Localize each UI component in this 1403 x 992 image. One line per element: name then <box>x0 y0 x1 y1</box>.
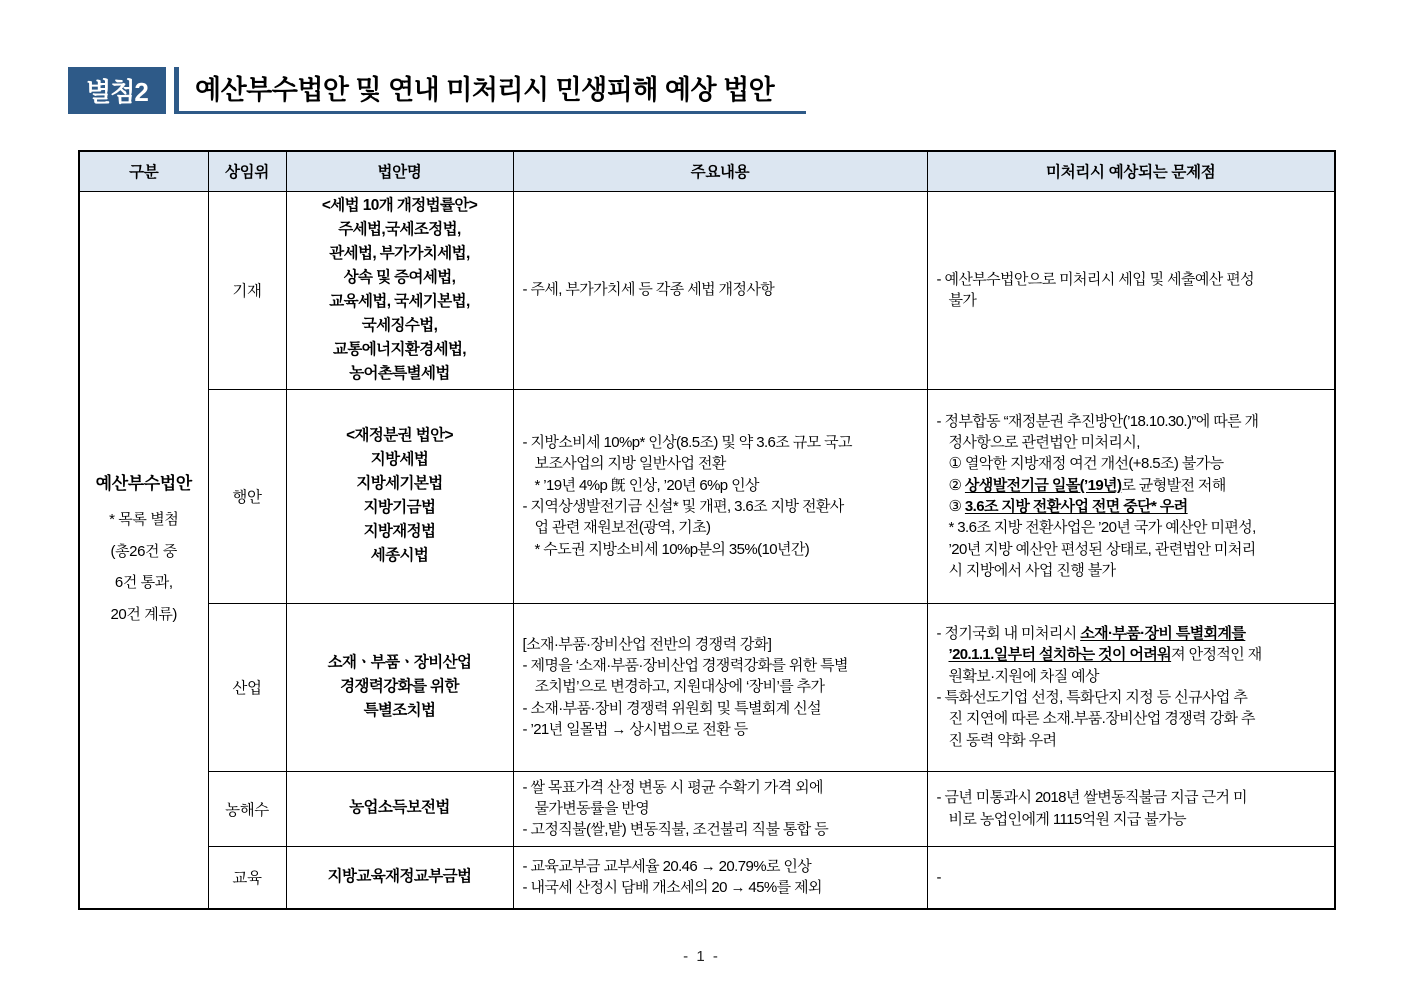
attachment-badge: 별첨2 <box>68 67 166 114</box>
text-line: - 특화선도기업 선정, 특화단지 지정 등 신규사업 추 <box>936 689 1248 706</box>
group-note: 6건 통과, <box>114 574 173 592</box>
bill-name-cell: 지방교육재정교부금법 <box>286 846 513 909</box>
column-header-3: 주요내용 <box>513 151 927 191</box>
main-content-cell <box>513 846 927 909</box>
text-line: 업 관련 재원보전(광역, 기초) <box>534 519 711 537</box>
text-line: * 수도권 지방소비세 10%p분의 35%(10년간) <box>534 540 810 558</box>
problem-cell <box>927 603 1335 771</box>
text-line: 진 동력 약화 우려 <box>948 731 1057 749</box>
problem-cell <box>927 846 1335 909</box>
group-note: 20건 계류) <box>110 605 178 623</box>
text-line: 보조사업의 지방 일반사업 전환 <box>534 455 726 473</box>
text-line: - 주세, 부가가치세 등 각종 세법 개정사항 <box>522 281 775 299</box>
column-header-4: 미처리시 예상되는 문제점 <box>927 151 1335 191</box>
text-line: - 지역상생발전기금 신설* 및 개편, 3.6조 지방 전환사 <box>522 498 844 515</box>
table-body <box>79 191 1335 909</box>
committee-cell: 농해수 <box>208 771 286 846</box>
text-line: - 쌀 목표가격 산정 변동 시 평균 수확기 가격 외에 <box>522 778 823 796</box>
text-line: ① 열악한 지방재정 여건 개선(+8.5조) 불가능 <box>948 455 1224 473</box>
bill-name-cell: 소재ㆍ부품ㆍ장비산업 경쟁력강화를 위한 특별조치법 <box>286 603 513 771</box>
text-line: * 3.6조 지방 전환사업은 ’20년 국가 예산안 미편성, <box>948 519 1256 537</box>
bill-name-cell: 농업소득보전법 <box>286 771 513 846</box>
main-content-cell <box>513 389 927 603</box>
page-title: 예산부수법안 및 연내 미처리시 민생피해 예상 법안 <box>195 74 775 105</box>
table-header-row <box>79 151 1335 191</box>
text-line: ② 상생발전기금 일몰(’19년)로 균형발전 저해 <box>948 476 1226 494</box>
text-line: [소재·부품·장비산업 전반의 경쟁력 강화] <box>522 635 772 653</box>
group-note: * 목록 별첨 <box>109 511 179 529</box>
text-line: 물가변동률을 반영 <box>534 799 650 817</box>
main-content-cell <box>513 603 927 771</box>
text-line: - 내국세 산정시 담배 개소세의 20 → 45%를 제외 <box>522 879 822 897</box>
table-row <box>79 603 1335 771</box>
document-header <box>68 67 806 114</box>
text-line: 시 지방에서 사업 진행 불가 <box>948 561 1116 579</box>
text-line: - 고정직불(쌀,밭) 변동직불, 조건불리 직불 통합 등 <box>522 821 829 839</box>
bills-table-container <box>78 150 1334 910</box>
text-line: 비로 농업인에게 1115억원 지급 불가능 <box>948 810 1186 828</box>
bill-name-cell: <세법 10개 개정법률안> 주세법,국세조정법, 관세법, 부가가치세법, 상속 및 증여세법, 교육세법, 국세기본법, 국세징수법, 교통에너지환경세법, 농어촌특별세법 <box>286 191 513 389</box>
text-line: ’20.1.1.일부터 설치하는 것이 어려워져 안정적인 재 <box>948 646 1262 664</box>
group-cell-budget-bills <box>79 191 208 909</box>
committee-cell: 교육 <box>208 846 286 909</box>
text-line: * ’19년 4%p 旣 인상, ’20년 6%p 인상 <box>534 476 759 494</box>
text-line: ③ 3.6조 지방 전환사업 전면 중단* 우려 <box>948 498 1188 515</box>
text-line: 불가 <box>948 292 977 309</box>
text-line: - 정부합동 “재정분권 추진방안(’18.10.30.)”에 따른 개 <box>936 412 1259 430</box>
text-line: ’20년 지방 예산안 편성된 상태로, 관련법안 미처리 <box>948 540 1256 558</box>
table-row <box>79 846 1335 909</box>
committee-cell: 기재 <box>208 191 286 389</box>
text-line: - ’21년 일몰법 → 상시법으로 전환 등 <box>522 720 748 738</box>
text-line: - 예산부수법안으로 미처리시 세입 및 세출예산 편성 <box>936 270 1254 288</box>
problem-cell <box>927 389 1335 603</box>
column-header-1: 상임위 <box>208 151 286 191</box>
text-line: 원확보·지원에 차질 예상 <box>948 667 1099 685</box>
text-line: - 제명을 ‘소재·부품·장비산업 경쟁력강화를 위한 특별 <box>522 657 848 675</box>
main-content-cell <box>513 191 927 389</box>
text-line: 조치법’으로 변경하고, 지원대상에 ‘장비’를 추가 <box>534 678 825 696</box>
text-line: 진 지연에 따른 소재.부품.장비산업 경쟁력 강화 추 <box>948 710 1255 728</box>
group-note: (총26건 중 <box>110 542 178 560</box>
main-content-cell <box>513 771 927 846</box>
bill-name-cell: <재정분권 법안> 지방세법 지방세기본법 지방기금법 지방재정법 세종시법 <box>286 389 513 603</box>
page-number: - 1 - <box>683 948 720 965</box>
table-row <box>79 191 1335 389</box>
committee-cell: 산업 <box>208 603 286 771</box>
committee-cell: 행안 <box>208 389 286 603</box>
title-underline-bar <box>174 67 806 114</box>
table-row <box>79 771 1335 846</box>
text-line: - 지방소비세 10%p* 인상(8.5조) 및 약 3.6조 규모 국고 <box>522 434 852 452</box>
column-header-0: 구분 <box>79 151 208 191</box>
bills-table <box>78 150 1336 910</box>
table-row <box>79 389 1335 603</box>
text-line: - 교육교부금 교부세율 20.46 → 20.79%로 인상 <box>522 857 812 875</box>
text-line: - 금년 미통과시 2018년 쌀변동직불금 지급 근거 미 <box>936 789 1247 807</box>
text-line: 정사항으로 관련법안 미처리시, <box>948 434 1140 452</box>
problem-cell <box>927 191 1335 389</box>
text-line: - 소재·부품·장비 경쟁력 위원회 및 특별회계 신설 <box>522 699 822 717</box>
text-line: - <box>936 868 941 886</box>
text-line: - 정기국회 내 미처리시 소재·부품·장비 특별회계를 <box>936 625 1246 643</box>
group-title: 예산부수법안 <box>95 474 192 494</box>
problem-cell <box>927 771 1335 846</box>
column-header-2: 법안명 <box>286 151 513 191</box>
